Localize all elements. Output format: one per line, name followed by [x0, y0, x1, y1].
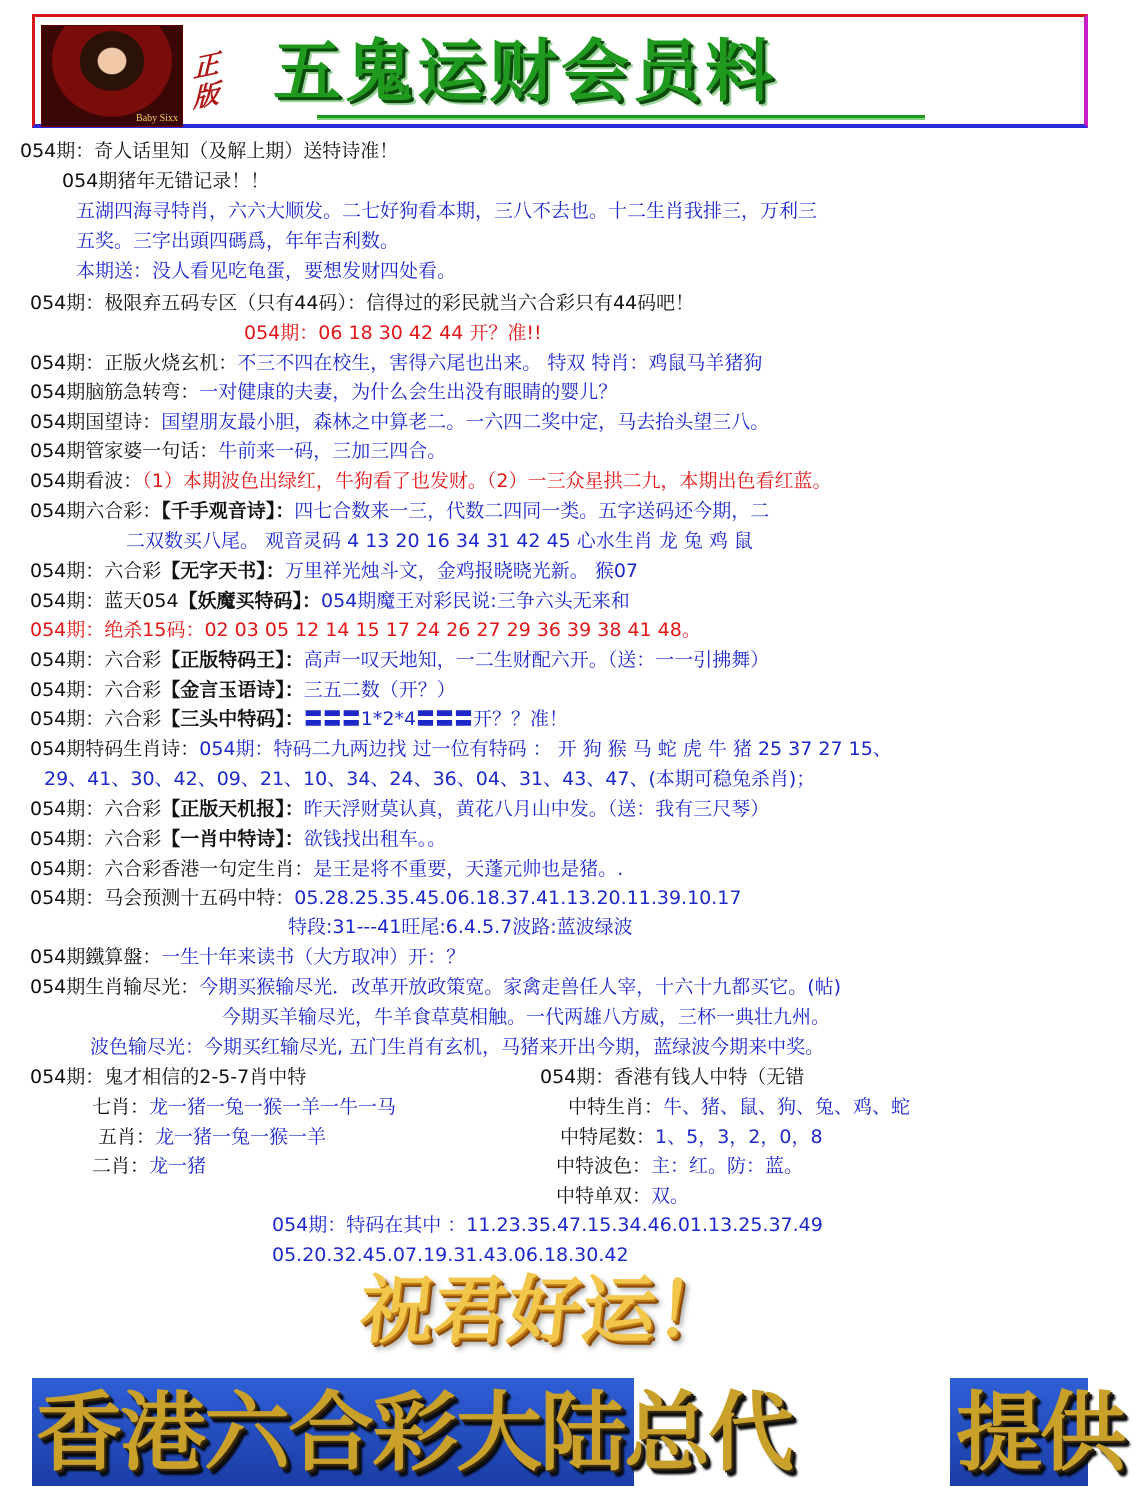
- line-10: [30, 409, 769, 435]
- line-1: [20, 138, 398, 164]
- line-25-text: 是王是将不重要，天蓬元帅也是猪。.: [313, 858, 624, 880]
- line-29-label: 054期生肖输尽光：: [30, 976, 200, 998]
- row-value: 双。: [651, 1185, 690, 1207]
- blessing-text: 祝君好运！: [355, 1268, 735, 1354]
- line-31: [90, 1034, 824, 1060]
- line-11-text: 牛前来一码，三加三四合。: [218, 440, 447, 462]
- line-26-text: 05.28.25.35.45.06.18.37.41.13.20.11.39.10.17: [294, 887, 742, 909]
- line-17-text: 054期：绝杀15码：02 03 05 12 14 15 17 24 26 27 29 36 39 38 41 48。: [30, 619, 701, 641]
- line-8-text: 不三不四在校生，害得六尾也出来。 特双 特肖：鸡鼠马羊猪狗: [237, 352, 763, 374]
- special-codes-line-2: 05.20.32.45.07.19.31.43.06.18.30.42: [272, 1244, 629, 1266]
- page-title: 五鬼运财会员料: [273, 33, 778, 112]
- line-22: [44, 766, 815, 792]
- row-label: 中特生肖：: [568, 1096, 664, 1118]
- line-21-label: 054期特码生肖诗：: [30, 738, 200, 760]
- row-value: 龙一猪一兔一猴一羊一牛一马: [149, 1096, 397, 1118]
- seal-mark: 正版: [193, 49, 220, 115]
- line-19-label: 054期：六合彩: [30, 679, 162, 701]
- line-17: [30, 617, 701, 643]
- line-20-text: 〓〓〓1*2*4〓〓〓开？？准！: [303, 708, 569, 730]
- row-value: 龙一猪一兔一猴一羊: [155, 1126, 327, 1148]
- line-18: [30, 647, 769, 673]
- line-5: [76, 258, 456, 284]
- row-label: 二肖：: [92, 1155, 150, 1177]
- line-7-text: 054期：06 18 30 42 44 开？准!!: [244, 322, 542, 344]
- line-2: [62, 168, 269, 194]
- line-23-tag: 【正版天机报】：: [161, 798, 304, 820]
- footer-left-text: 香港六合彩大陆总代: [36, 1382, 792, 1483]
- line-15-label: 054期：六合彩: [30, 560, 162, 582]
- line-8-label: 054期：正版火烧玄机：: [30, 352, 238, 374]
- line-1-text: 054期：奇人话里知（及解上期）送特诗准！: [20, 140, 399, 162]
- left-block-row: [92, 1153, 206, 1179]
- footer-banner-left: [32, 1378, 792, 1486]
- line-13-label: 054期六合彩：: [30, 500, 162, 522]
- line-19-text: 三五二数（开？）: [303, 679, 456, 701]
- line-30-text: 今期买羊输尽光，牛羊食草莫相触。一代两雄八方威，三杯一典壮九州。: [222, 1006, 831, 1028]
- line-26: [30, 885, 742, 911]
- line-2-text: 054期猪年无错记录！！: [62, 170, 270, 192]
- special-codes-line-1: 054期：特码在其中 ：11.23.35.47.15.34.46.01.13.25.37.49: [272, 1214, 823, 1236]
- right-block-row: [568, 1094, 910, 1120]
- line-16-tag: 【妖魔买特码】：: [178, 590, 322, 612]
- line-28-label: 054期鐵算盤：: [30, 946, 162, 968]
- line-26-label: 054期：马会预测十五码中特：: [30, 887, 295, 909]
- line-9-label: 054期脑筋急转弯：: [30, 381, 200, 403]
- line-9-text: 一对健康的夫妻，为什么会生出没有眼睛的婴儿？: [199, 381, 618, 403]
- line-27-text: 特段:31---41旺尾:6.4.5.7波路:蓝波绿波: [288, 916, 633, 938]
- line-21-text: 054期：特码二九两边找 过一位有特码 ： 开 狗 猴 马 蛇 虎 牛 猪 25 37 27 15、: [199, 738, 892, 760]
- line-24-text: 欲钱找出租车。。: [303, 828, 447, 850]
- line-15: [30, 558, 638, 584]
- line-13-text: 四七合数来一三，代数二四同一类。五字送码还今期，二: [294, 500, 770, 522]
- left-block-heading: 054期：鬼才相信的2-5-7肖中特: [30, 1066, 307, 1088]
- line-29-text: 今期买猴输尽光．改革开放政策宽。家禽走兽任人宰，十六十九都买它。(帖): [199, 976, 842, 998]
- line-16-text: 054期魔王对彩民说:三争六头无来和: [321, 590, 630, 612]
- row-label: 中特尾数：: [560, 1126, 656, 1148]
- footer-banner-right: [950, 1378, 1124, 1486]
- line-4-text: 五奖。三字出頭四碼爲，年年吉利数。: [76, 230, 400, 252]
- line-19-tag: 【金言玉语诗】：: [161, 679, 304, 701]
- row-label: 七肖：: [92, 1096, 150, 1118]
- row-value: 主：红。防：蓝。: [651, 1155, 804, 1177]
- line-10-text: 国望朋友最小胆，森林之中算老二。一六四二奖中定，马去抬头望三八。: [161, 411, 770, 433]
- row-value: 1、5，3，2，0，8: [655, 1126, 823, 1148]
- line-30: [222, 1004, 830, 1030]
- line-10-label: 054期国望诗：: [30, 411, 162, 433]
- line-25-label: 054期：六合彩香港一句定生肖：: [30, 858, 314, 880]
- line-16: [30, 588, 630, 614]
- line-28: [30, 944, 465, 970]
- line-20-label: 054期：六合彩: [30, 708, 162, 730]
- line-31-text: 波色输尽光：今期买红输尽光, 五门生肖有玄机，马猪来开出今期，蓝绿波今期来中奖。: [90, 1036, 825, 1058]
- line-23-text: 昨天浮财莫认真，黄花八月山中发。（送：我有三尺琴）: [303, 798, 770, 820]
- line-12-label: 054期看波：: [30, 470, 143, 492]
- line-25: [30, 856, 623, 882]
- right-block-row: [556, 1183, 689, 1209]
- line-29: [30, 974, 841, 1000]
- line-4: [76, 228, 399, 254]
- line-14: [126, 528, 753, 554]
- line-18-tag: 【正版特码王】：: [161, 649, 304, 671]
- line-3: [76, 198, 817, 224]
- line-24-label: 054期：六合彩: [30, 828, 162, 850]
- row-label: 中特波色：: [556, 1155, 652, 1177]
- line-27: [288, 914, 633, 940]
- line-21: [30, 736, 892, 762]
- title-underline: [317, 115, 925, 120]
- left-block-row: [92, 1094, 396, 1120]
- header-banner: [32, 14, 1088, 128]
- line-20: [30, 706, 568, 732]
- right-block-row: [556, 1153, 803, 1179]
- line-11: [30, 438, 446, 464]
- line-8: [30, 350, 762, 376]
- line-24-tag: 【一肖中特诗】：: [161, 828, 304, 850]
- line-13: [30, 498, 769, 524]
- row-label: 五肖：: [98, 1126, 156, 1148]
- right-block-heading: 054期：香港有钱人中特（无错: [540, 1066, 805, 1088]
- line-22-text: 29、41、30、42、09、21、10、34、24、36、04、31、43、47、(本期可稳兔杀肖)；: [44, 768, 816, 790]
- row-label: 中特单双：: [556, 1185, 652, 1207]
- line-15-text: 万里祥光烛斗文，金鸡报晓晓光新。 猴07: [284, 560, 638, 582]
- line-11-label: 054期管家婆一句话：: [30, 440, 219, 462]
- line-23: [30, 796, 769, 822]
- line-19: [30, 677, 456, 703]
- line-12-text: （1）本期波色出绿红，牛狗看了也发财。（2）一三众星拱二九，本期出色看红蓝。: [142, 470, 832, 492]
- line-18-text: 高声一叹天地知，一二生财配六开。（送：一一引拂舞）: [303, 649, 770, 671]
- right-block-row: [560, 1124, 823, 1150]
- photo-caption: Baby Sixx: [136, 113, 178, 124]
- line-20-tag: 【三头中特码】：: [161, 708, 304, 730]
- row-value: 牛、猪、鼠、狗、兔、鸡、蛇: [663, 1096, 911, 1118]
- line-6-text: 054期：极限弃五码专区（只有44码）：信得过的彩民就当六合彩只有44码吧！: [30, 292, 695, 314]
- line-3-text: 五湖四海寻特肖，六六大顺发。二七好狗看本期，三八不去也。十二生肖我排三，万利三: [76, 200, 818, 222]
- line-7: [244, 320, 542, 346]
- row-value: 龙一猪: [149, 1155, 207, 1177]
- line-12: [30, 468, 831, 494]
- line-28-text: 一生十年来读书（大方取冲）开：？: [161, 946, 466, 968]
- left-block-row: [98, 1124, 326, 1150]
- line-18-label: 054期：六合彩: [30, 649, 162, 671]
- line-16-label: 054期：蓝天054: [30, 590, 179, 612]
- line-5-text: 本期送：没人看见吃龟蛋，要想发财四处看。: [76, 260, 457, 282]
- line-13-tag: 【千手观音诗】：: [161, 500, 295, 522]
- line-14-text: 二双数买八尾。 观音灵码 4 13 20 16 34 31 42 45 心水生肖 龙 兔 鸡 鼠: [126, 530, 753, 552]
- portrait-photo: [41, 25, 183, 127]
- footer-right-text: 提供: [956, 1382, 1124, 1483]
- line-24: [30, 826, 446, 852]
- line-15-tag: 【无字天书】：: [161, 560, 285, 582]
- line-23-label: 054期：六合彩: [30, 798, 162, 820]
- line-9: [30, 379, 617, 405]
- line-6: [30, 290, 694, 316]
